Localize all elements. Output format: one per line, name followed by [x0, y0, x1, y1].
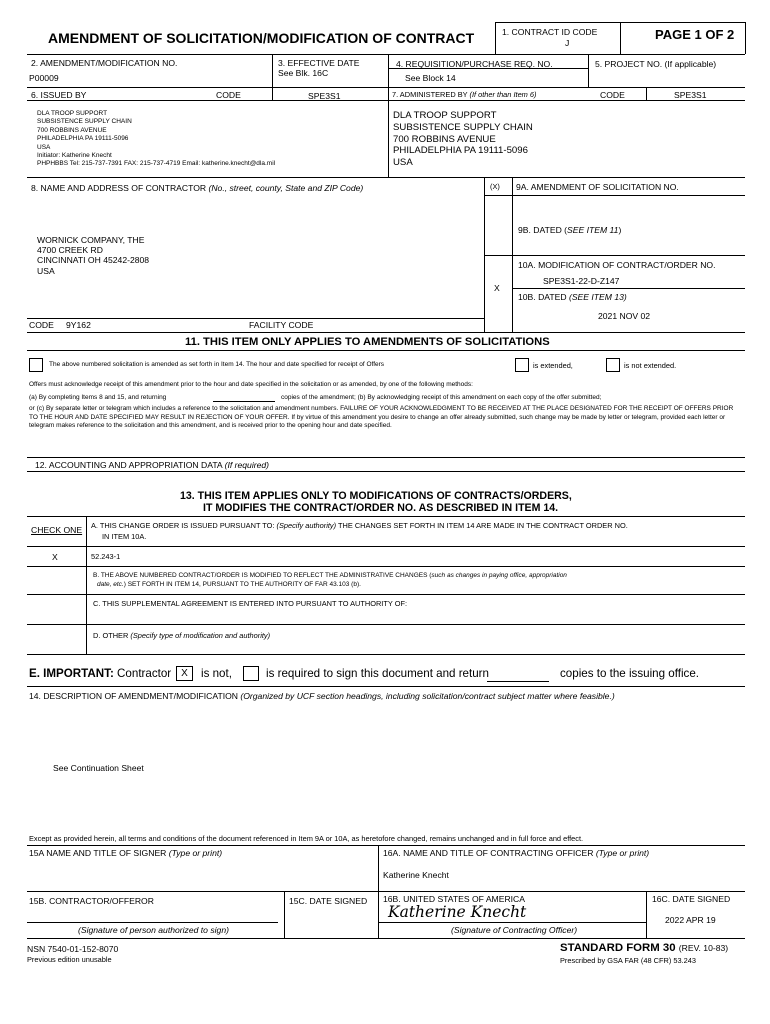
modification-contract-value: SPE3S1-22-D-Z147	[543, 276, 620, 286]
divider	[745, 22, 746, 54]
signature-line[interactable]	[378, 922, 646, 923]
option-a-text: A. THIS CHANGE ORDER IS ISSUED PURSUANT TO: (Specify authority) THE CHANGES SET FORTH IN ITEM 14 ARE MADE IN THE CONTRACT ORDER NO.	[91, 521, 628, 530]
divider	[27, 318, 484, 319]
divider	[620, 22, 621, 54]
not-extended-checkbox[interactable]	[606, 358, 620, 372]
contractor-offeror-label: 15B. CONTRACTOR/OFFEROR	[29, 896, 154, 906]
divider	[272, 87, 273, 100]
officer-date-label: 16C. DATE SIGNED	[652, 894, 731, 904]
divider	[484, 255, 745, 256]
contractor-code-label: CODE	[29, 320, 54, 330]
admin-address: DLA TROOP SUPPORT SUBSISTENCE SUPPLY CHAIN 700 ROBBINS AVENUE PHILADELPHIA PA 19111-5096 USA	[393, 110, 533, 169]
officer-date-value: 2022 APR 19	[665, 915, 716, 925]
divider	[27, 891, 745, 892]
copies-label: copies to the issuing office.	[560, 667, 699, 680]
modification-contract-label: 10A. MODIFICATION OF CONTRACT/ORDER NO.	[518, 260, 716, 270]
issued-by-label: 6. ISSUED BY	[31, 90, 87, 100]
solicitation-amended-checkbox[interactable]	[29, 358, 43, 372]
copies-blank[interactable]	[213, 401, 275, 402]
terms-unchanged-text: Except as provided herein, all terms and conditions of the document referenced in Item 9A or 10A, as heretofore changed, remains unchanged and in full force and effect.	[29, 834, 584, 843]
divider	[484, 195, 745, 196]
usa-label: 16B. UNITED STATES OF AMERICA	[383, 894, 525, 904]
option-c-text: C. THIS SUPPLEMENTAL AGREEMENT IS ENTERED INTO PURSUANT TO AUTHORITY OF:	[93, 599, 408, 608]
option-a-authority: 52.243-1	[91, 552, 121, 561]
section-13-heading-1: 13. THIS ITEM APPLIES ONLY TO MODIFICATIONS OF CONTRACTS/ORDERS,	[180, 490, 572, 502]
divider	[27, 624, 745, 625]
signer-name-label: 15A NAME AND TITLE OF SIGNER (Type or print)	[29, 848, 223, 858]
contractor-address: WORNICK COMPANY, THE 4700 CREEK RD CINCINNATI OH 45242-2808 USA	[37, 235, 150, 276]
admin-code-value: SPE3S1	[674, 90, 707, 100]
divider	[27, 471, 745, 472]
divider	[388, 68, 588, 69]
divider	[27, 332, 745, 333]
divider	[27, 87, 745, 88]
method-b-text: copies of the amendment; (b) By acknowledging receipt of this amendment on each copy of the offer submitted;	[281, 394, 602, 401]
divider	[86, 516, 87, 654]
prescribed-by: Prescribed by GSA FAR (48 CFR) 53.243	[560, 956, 696, 965]
requisition-label: 4. REQUISITION/PURCHASE REQ. NO.	[396, 59, 553, 69]
issued-code-label: CODE	[216, 90, 241, 100]
contract-id-value: J	[565, 38, 570, 48]
effective-date-label: 3. EFFECTIVE DATE	[278, 58, 360, 68]
method-a-text: (a) By completing Items 8 and 15, and returning	[29, 394, 167, 401]
not-extended-label: is not extended.	[624, 361, 677, 370]
project-no-label: 5. PROJECT NO. (If applicable)	[595, 59, 717, 69]
requisition-value: See Block 14	[405, 73, 456, 83]
important-row: E. IMPORTANT: Contractor	[29, 667, 172, 680]
divider	[27, 100, 745, 101]
admin-code-label: CODE	[600, 90, 625, 100]
divider	[27, 350, 745, 351]
contractor-code-value: 9Y162	[66, 320, 91, 330]
issuer-address: DLA TROOP SUPPORT SUBSISTENCE SUPPLY CHAIN 700 ROBBINS AVENUE PHILADELPHIA PA 19111-5096 USA Initiator: Katherine Knecht PHPHBBS Tel: 215-737-7391 FAX: 215-737-4719 Email: katherine.knecht@dla.mil	[37, 110, 276, 168]
dated-9b-label: 9B. DATED (SEE ITEM 11)	[518, 225, 622, 235]
divider	[27, 594, 745, 595]
officer-signature: Katherine Knecht	[388, 903, 527, 921]
contract-id-label: 1. CONTRACT ID CODE	[502, 27, 598, 37]
divider	[27, 938, 745, 939]
amendment-no-label: 2. AMENDMENT/MODIFICATION NO.	[31, 58, 178, 68]
officer-name-value: Katherine Knecht	[383, 870, 449, 880]
check-one-label: CHECK ONE	[31, 525, 83, 535]
is-extended-checkbox[interactable]	[515, 358, 529, 372]
page-number: PAGE 1 OF 2	[655, 27, 735, 42]
is-required-label: is required to sign this document and return	[266, 667, 489, 680]
divider	[27, 457, 745, 458]
divider	[27, 516, 745, 517]
divider	[512, 288, 745, 289]
divider	[27, 566, 745, 567]
divider	[388, 54, 389, 87]
divider	[495, 22, 745, 23]
facility-code-label: FACILITY CODE	[249, 320, 314, 330]
accounting-label: 12. ACCOUNTING AND APPROPRIATION DATA (If required)	[35, 460, 270, 470]
contractor-date-label: 15C. DATE SIGNED	[289, 896, 368, 906]
is-required-checkbox[interactable]	[243, 666, 259, 681]
signature-line[interactable]	[27, 922, 278, 923]
divider	[646, 891, 647, 938]
signature-officer-caption: (Signature of Contracting Officer)	[451, 925, 578, 935]
section-11-heading: 11. THIS ITEM ONLY APPLIES TO AMENDMENTS OF SOLICITATIONS	[185, 336, 550, 348]
amendment-no-value: P00009	[29, 73, 59, 83]
option-a-mark[interactable]: X	[52, 552, 58, 562]
x-mark-10a: X	[494, 283, 500, 293]
acknowledge-text: Offers must acknowledge receipt of this amendment prior to the hour and date specified in the solicitation or as amended, by one of the following methods:	[29, 381, 473, 388]
option-a-text-2: IN ITEM 10A.	[102, 532, 147, 541]
section-13-heading-2: IT MODIFIES THE CONTRACT/ORDER NO. AS DESCRIBED IN ITEM 14.	[203, 502, 559, 514]
nsn-number: NSN 7540-01-152-8070	[27, 944, 119, 954]
contractor-label: 8. NAME AND ADDRESS OF CONTRACTOR (No., street, county, State and ZIP Code)	[31, 183, 364, 193]
continuation-sheet-text: See Continuation Sheet	[53, 763, 144, 773]
is-not-checkbox[interactable]: X	[176, 666, 193, 681]
divider	[284, 891, 285, 938]
divider	[27, 686, 745, 687]
divider	[27, 654, 745, 655]
divider	[646, 87, 647, 100]
is-not-label: is not,	[201, 667, 232, 680]
option-d-text: D. OTHER (Specify type of modification and authority)	[93, 631, 271, 640]
option-b-text-2: date, etc.) SET FORTH IN ITEM 14, PURSUANT TO THE AUTHORITY OF FAR 43.103 (b).	[97, 581, 361, 588]
amendment-solicitation-label: 9A. AMENDMENT OF SOLICITATION NO.	[516, 182, 679, 192]
divider	[27, 546, 745, 547]
divider	[27, 54, 745, 55]
previous-edition-note: Previous edition unusable	[27, 955, 112, 964]
effective-date-value: See Blk. 16C	[278, 68, 329, 78]
dated-10b-value: 2021 NOV 02	[598, 311, 651, 321]
divider	[388, 87, 389, 177]
standard-form-label: STANDARD FORM 30 (REV. 10-83)	[560, 942, 729, 954]
option-b-text: B. THE ABOVE NUMBERED CONTRACT/ORDER IS MODIFIED TO REFLECT THE ADMINISTRATIVE CHANGES (such as changes in paying office, appropriation	[93, 572, 567, 579]
copies-count-blank[interactable]	[487, 681, 549, 682]
description-label: 14. DESCRIPTION OF AMENDMENT/MODIFICATION (Organized by UCF section headings, including solicitation/contract subject matter where feasible.)	[29, 691, 615, 701]
divider	[27, 845, 745, 846]
administered-by-label: 7. ADMINISTERED BY (If other than Item 6)	[392, 90, 537, 99]
officer-name-label: 16A. NAME AND TITLE OF CONTRACTING OFFICER (Type or print)	[383, 848, 650, 858]
signature-person-caption: (Signature of person authorized to sign)	[78, 925, 229, 935]
dated-10b-label: 10B. DATED (SEE ITEM 13)	[518, 292, 627, 302]
x-column-label: (X)	[490, 182, 500, 191]
divider	[588, 54, 589, 87]
divider	[27, 177, 745, 178]
divider	[272, 54, 273, 87]
form-title: AMENDMENT OF SOLICITATION/MODIFICATION OF CONTRACT	[48, 30, 475, 46]
solicitation-amended-text: The above numbered solicitation is amended as set forth in Item 14. The hour and date specified for receipt of Offers	[49, 361, 385, 368]
acknowledgment-paragraph: or (c) By separate letter or telegram which includes a reference to the solicitation and amendment numbers. FAILURE OF YOUR ACKNOWLEDGMENT TO BE RECEIVED AT THE PLACE DESIGNATED FOR THE RECEIPT OF OFFERS PRIOR TO THE HOUR AND DATE SPECIFIED MAY RESULT IN REJECTION OF YOUR OFFER. If by virtue of this amendment you desire to change an offer already submitted, such change may be made by letter or telegram, provided each letter or telegram makes reference to the solicitation and this amendment, and is received prior to the opening hour and date specified.	[29, 405, 734, 430]
is-extended-label: is extended,	[533, 361, 573, 370]
divider	[495, 22, 496, 54]
issued-code-value: SPE3S1	[308, 91, 341, 101]
